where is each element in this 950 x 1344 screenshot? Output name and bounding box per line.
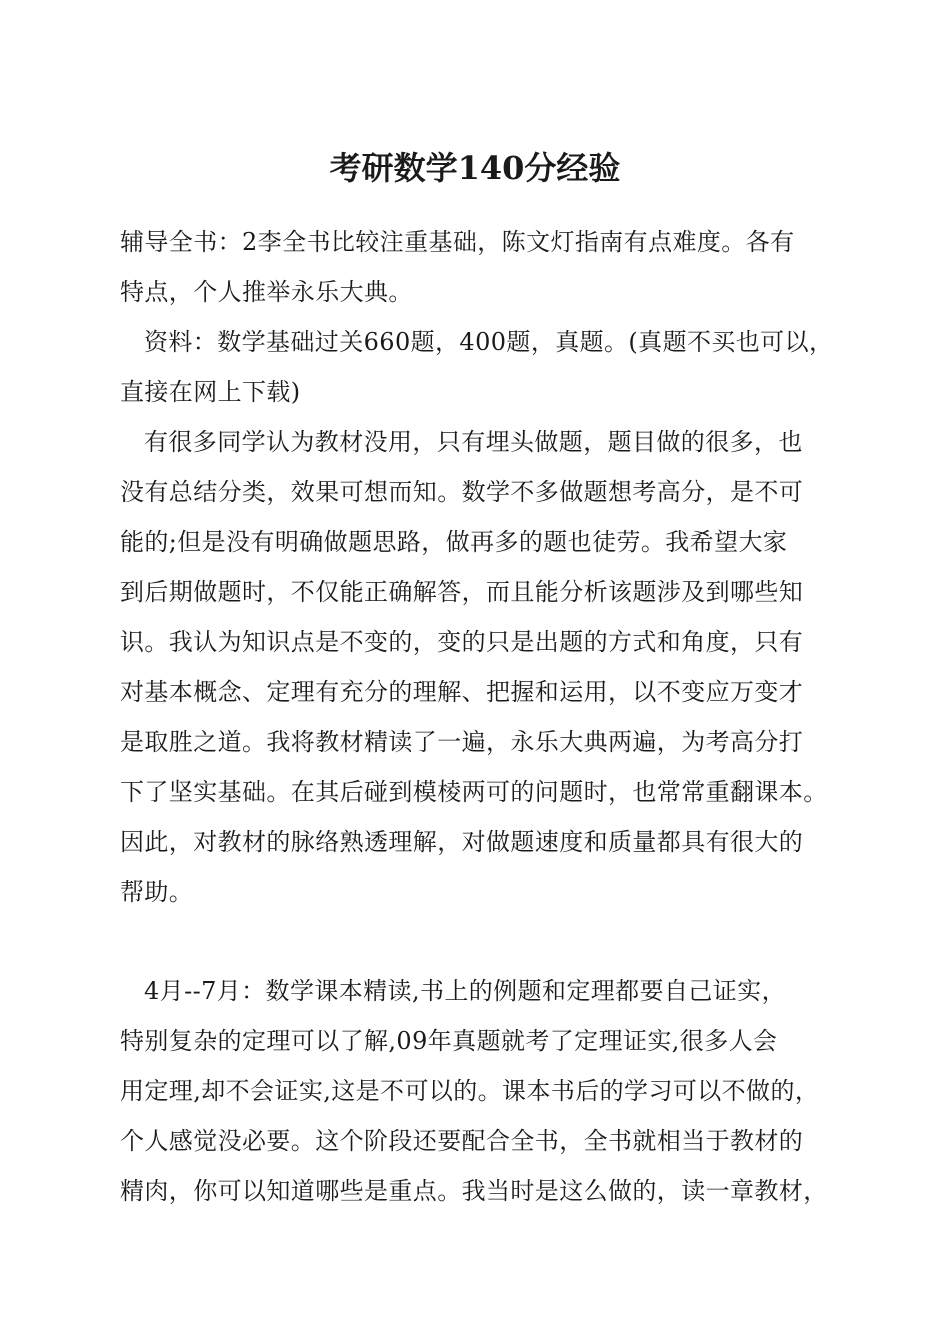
paragraph-line: 能的;但是没有明确做题思路，做再多的题也徒劳。我希望大家 xyxy=(120,528,788,556)
paragraph-line: 到后期做题时，不仅能正确解答，而且能分析该题涉及到哪些知 xyxy=(120,578,804,606)
paragraph-line: 精肉，你可以知道哪些是重点。我当时是这么做的，读一章教材， xyxy=(120,1177,828,1205)
paragraph-line: 因此，对教材的脉络熟透理解，对做题速度和质量都具有很大的 xyxy=(120,828,804,856)
paragraph-line: 4月--7月：数学课本精读,书上的例题和定理都要自己证实， xyxy=(144,977,786,1005)
paragraph-line: 直接在网上下载) xyxy=(120,378,301,406)
paragraph-line: 用定理,却不会证实,这是不可以的。课本书后的学习可以不做的， xyxy=(120,1077,820,1105)
paragraph-line: 没有总结分类，效果可想而知。数学不多做题想考高分，是不可 xyxy=(120,478,804,506)
paragraph-line: 是取胜之道。我将教材精读了一遍，永乐大典两遍，为考高分打 xyxy=(120,728,804,756)
paragraph-line: 帮助。 xyxy=(120,878,194,906)
paragraph-line: 辅导全书：2李全书比较注重基础，陈文灯指南有点难度。各有 xyxy=(120,228,795,256)
page-title: 考研数学140分经验 xyxy=(329,149,621,187)
paragraph-line: 下了坚实基础。在其后碰到模棱两可的问题时，也常常重翻课本。 xyxy=(120,778,828,806)
paragraph-line: 个人感觉没必要。这个阶段还要配合全书，全书就相当于教材的 xyxy=(120,1127,804,1155)
paragraph-line: 特别复杂的定理可以了解,09年真题就考了定理证实,很多人会 xyxy=(120,1027,778,1055)
paragraph-line: 有很多同学认为教材没用，只有埋头做题，题目做的很多，也 xyxy=(144,428,803,456)
paragraph-line: 特点，个人推举永乐大典。 xyxy=(120,278,413,306)
paragraph-line: 资料：数学基础过关660题，400题，真题。(真题不买也可以， xyxy=(144,328,834,356)
paragraph-line: 对基本概念、定理有充分的理解、把握和运用，以不变应万变才 xyxy=(120,678,804,706)
paragraph-line: 识。我认为知识点是不变的，变的只是出题的方式和角度，只有 xyxy=(120,628,804,656)
